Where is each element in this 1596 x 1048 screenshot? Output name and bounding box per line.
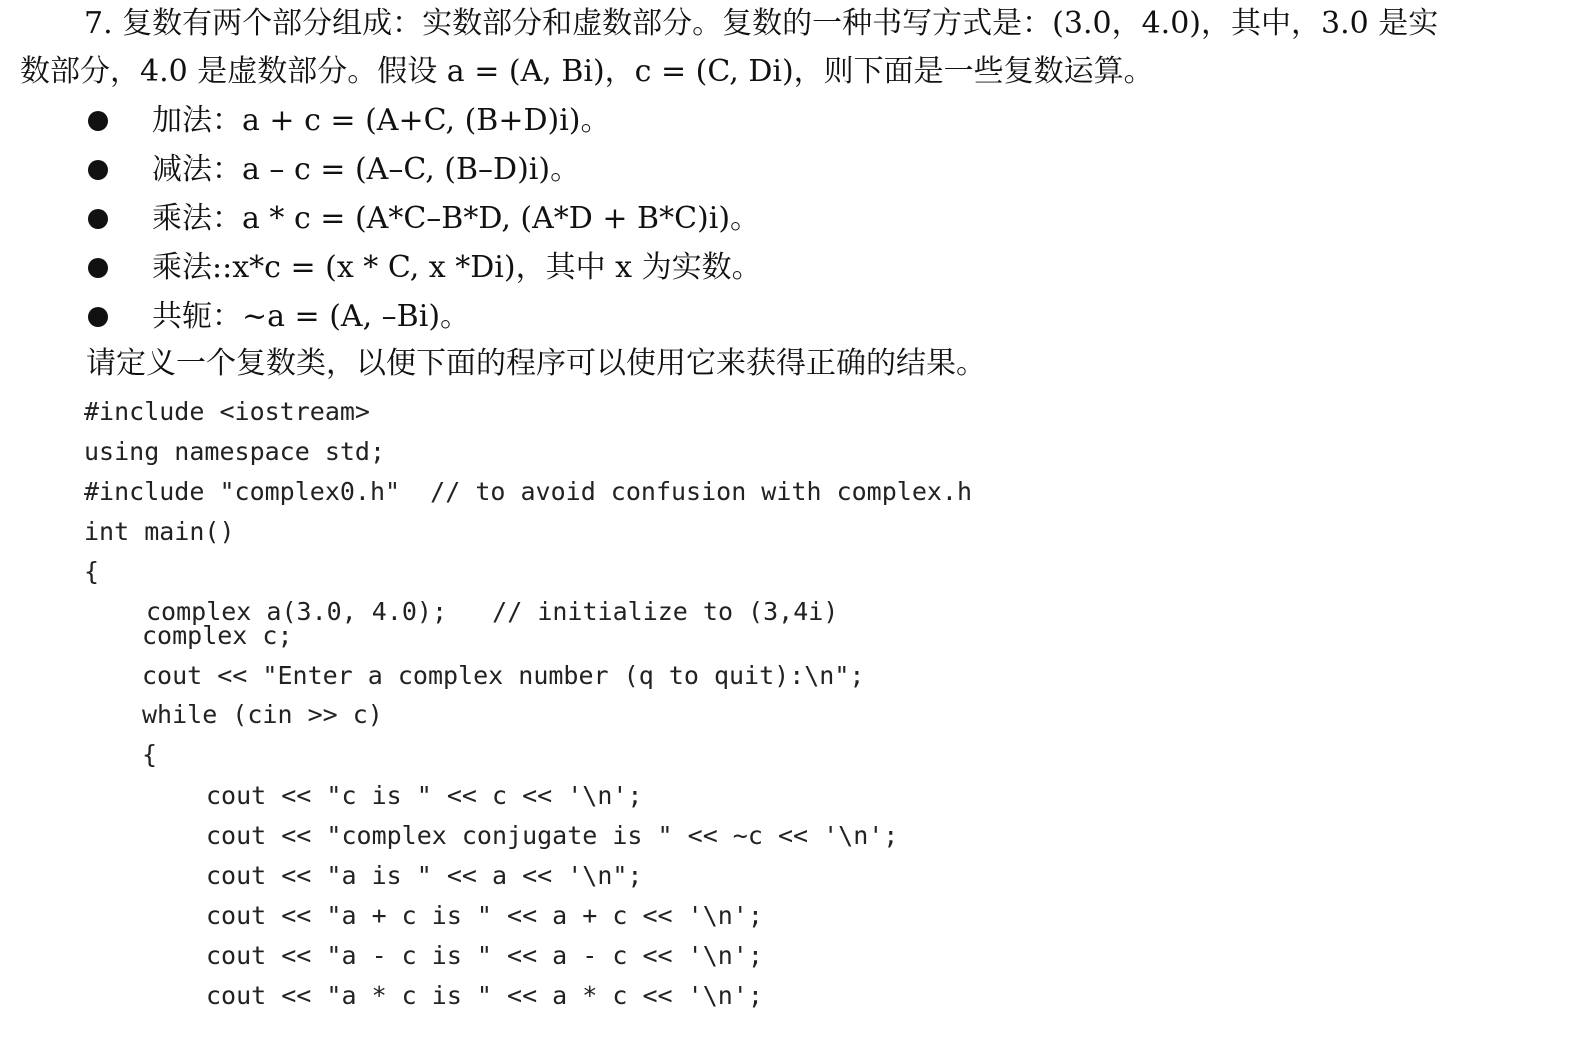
code-line: { (142, 740, 158, 769)
code-line: cout << "a is " << a << '\n"; (206, 861, 643, 890)
operation-item-multiplication (88, 194, 762, 243)
bullet-dot-icon (88, 258, 108, 278)
code-line: complex a(3.0, 4.0); // initialize to (3,4i) (146, 597, 839, 626)
operation-item-addition (88, 96, 762, 145)
code-line: using namespace std; (84, 437, 386, 466)
task-instruction: 请定义一个复数类，以便下面的程序可以使用它来获得正确的结果。 (86, 346, 986, 381)
problem-intro (20, 0, 1590, 96)
code-line: #include "complex0.h" // to avoid confusion with complex.h (84, 477, 973, 506)
bullet-dot-icon (88, 111, 108, 131)
operation-text: 乘法：a * c = (A*C–B*D, (A*D + B*C)i)。 (152, 200, 761, 236)
code-line: #include <iostream> (84, 397, 370, 426)
code-line: while (cin >> c) (142, 700, 383, 729)
operation-text: 加法：a + c = (A+C, (B+D)i)。 (152, 102, 611, 138)
code-line: cout << "a * c is " << a * c << '\n'; (206, 981, 763, 1010)
code-line: cout << "a - c is " << a - c << '\n'; (206, 941, 763, 970)
operation-item-scalar-multiplication (88, 243, 762, 292)
code-line: cout << "c is " << c << '\n'; (206, 781, 643, 810)
operation-text: 共轭：~a = (A, –Bi)。 (152, 298, 471, 334)
intro-line-1: 7. 复数有两个部分组成：实数部分和虚数部分。复数的一种书写方式是：(3.0，4.0)，其中，3.0 是实 (84, 6, 1439, 41)
operation-text: 乘法::x*c = (x * C, x *Di)，其中 x 为实数。 (152, 249, 762, 285)
code-line: complex c; (142, 621, 293, 650)
operations-list (88, 96, 762, 341)
bullet-dot-icon (88, 307, 108, 327)
code-line: cout << "Enter a complex number (q to quit):\n"; (142, 661, 865, 690)
code-line: { (84, 557, 100, 586)
operation-item-conjugate (88, 292, 762, 341)
bullet-dot-icon (88, 160, 108, 180)
operation-item-subtraction (88, 145, 762, 194)
operation-text: 减法：a – c = (A–C, (B–D)i)。 (152, 151, 581, 187)
code-listing (84, 392, 973, 1010)
code-line: cout << "complex conjugate is " << ~c << '\n'; (206, 821, 899, 850)
code-line: cout << "a + c is " << a + c << '\n'; (206, 901, 763, 930)
bullet-dot-icon (88, 209, 108, 229)
intro-line-2: 数部分，4.0 是虚数部分。假设 a = (A, Bi)，c = (C, Di)，则下面是一些复数运算。 (20, 54, 1154, 89)
code-line: int main() (84, 517, 235, 546)
